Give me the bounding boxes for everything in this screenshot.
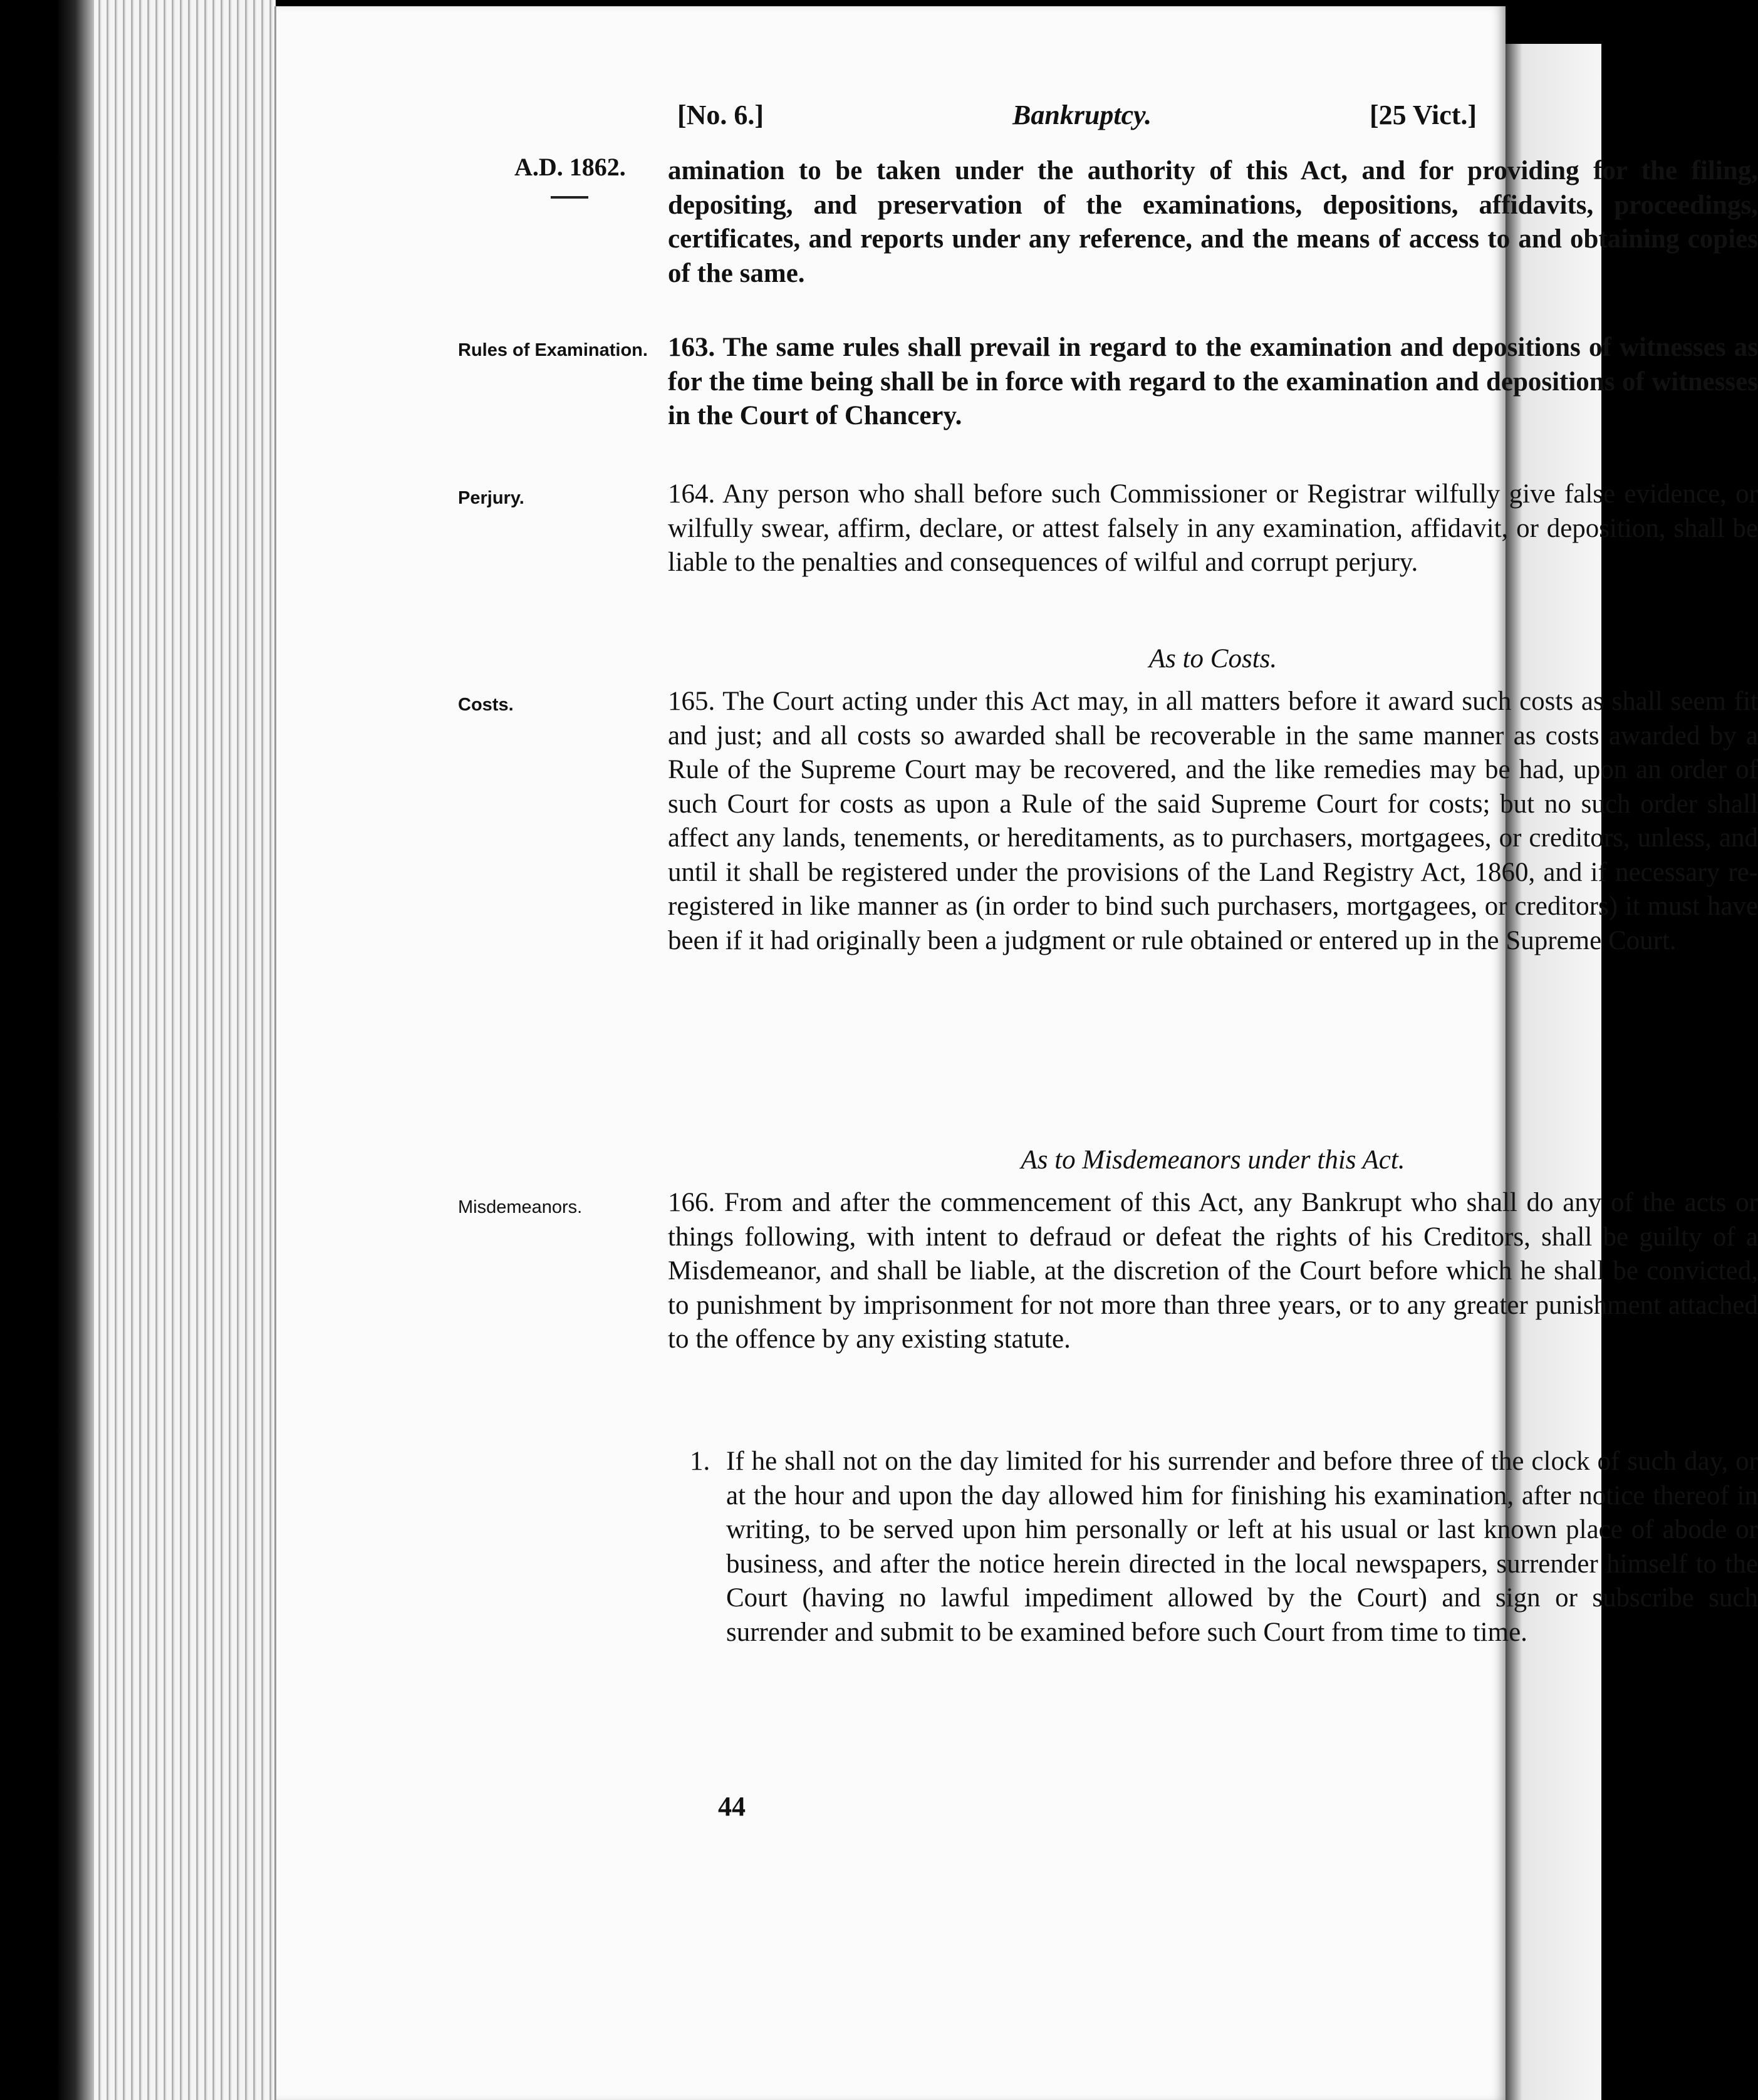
page-number: 44 bbox=[718, 1791, 746, 1822]
year-rule bbox=[551, 196, 588, 199]
list-item-number: 1. bbox=[690, 1447, 710, 1476]
side-note-perjury: Perjury. bbox=[458, 488, 524, 508]
list-item-1 bbox=[690, 1445, 1758, 1650]
page-edges bbox=[94, 0, 276, 2100]
document-page bbox=[274, 6, 1758, 2100]
paragraph-continuation: amination to be taken under the authority of this Act, and for providing for the filing, depositing, and preservation of the examinations, depositions, affidavits, proceedings, certificates, and reports under any reference, and the means of access to and obtaining copies of the same. bbox=[668, 156, 1758, 288]
book-spine-shadow bbox=[56, 0, 94, 2100]
section-165: 165. The Court acting under this Act may, in all matters before it award such costs as shall seem fit and just; and all costs so awarded shall be recoverable in the same manner as costs awarded by a Rule of the Supreme Court may be recovered, and the like remedies may be had, upon an order of such Court for costs as upon a Rule of the said Supreme Court for costs; but no such order shall affect any lands, tenements, or hereditaments, as to purchasers, mortgagees, or creditors, unless, and until it shall be registered under the provisions of the Land Registry Act, 1860, and if necessary re-registered in like manner as (in order to bind such purchasers, mortgagees, or creditors) it must have been if it had originally been a judgment or rule obtained or entered up in the Supreme Court. bbox=[668, 687, 1758, 955]
side-note-costs: Costs. bbox=[458, 695, 514, 715]
act-number: [No. 6.] bbox=[677, 100, 764, 130]
heading-misdemeanors: As to Misdemeanors under this Act. bbox=[1021, 1145, 1405, 1175]
side-note-rules-of-examination: Rules of Examination. bbox=[458, 340, 648, 360]
regnal-year: [25 Vict.] bbox=[1370, 100, 1477, 130]
heading-as-to-costs: As to Costs. bbox=[1148, 644, 1277, 673]
running-title: Bankruptcy. bbox=[1012, 100, 1152, 130]
side-note-misdemeanors: Misdemeanors. bbox=[458, 1197, 583, 1217]
section-164: 164. Any person who shall before such Commissioner or Registrar wilfully give false evidence, or wilfully swear, affirm, declare, or attest falsely in any examination, affidavit, or deposition, shall be liable to the penalties and consequences of wilful and corrupt perjury. bbox=[668, 479, 1758, 577]
section-163: 163. The same rules shall prevail in regard to the examination and depositions of witnesses as for the time being shall be in force with regard to the examination and depositions of witnesses in the Court of Chancery. bbox=[668, 333, 1758, 430]
section-166: 166. From and after the commencement of this Act, any Bankrupt who shall do any of the acts or things following, with intent to defraud or defeat the rights of his Creditors, shall be guilty of a Misdemeanor, and shall be liable, at the discretion of the Court before which he shall be convicted, to punishment by imprisonment for not more than three years, or to any greater punishment attached to the offence by any existing statute. bbox=[668, 1188, 1758, 1354]
side-note-year: A.D. 1862. bbox=[514, 153, 626, 181]
list-item-text: If he shall not on the day limited for his surrender and before three of the clock of such day, or at the hour and upon the day allowed him for finishing his examination, after notice thereof in writing, to be served upon him personally or left at his usual or last known place of abode or business, and after the notice herein directed in the local newspapers, surrender himself to the Court (having no lawful impediment allowed by the Court) and sign or subscribe such surrender and submit to be examined before such Court from time to time. bbox=[726, 1447, 1758, 1647]
running-head bbox=[276, 99, 1506, 137]
